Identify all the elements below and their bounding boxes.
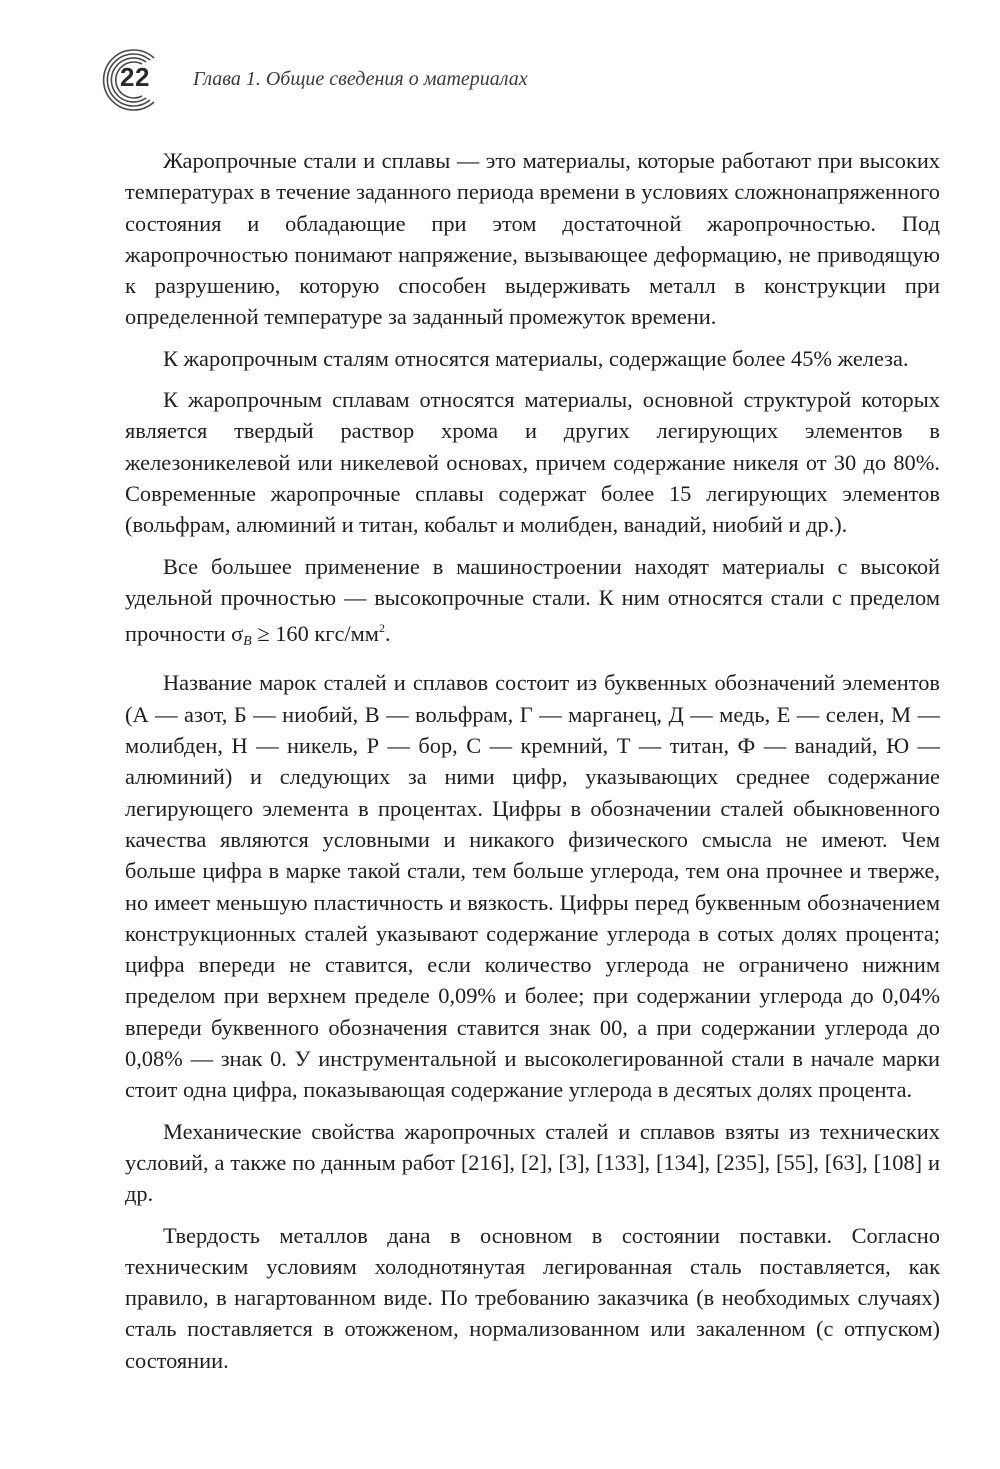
chapter-title: Глава 1. Общие сведения о материалах <box>193 68 528 90</box>
paragraph: К жаропрочным сталям относятся материалы, содержащие более 45% железа. <box>163 345 909 371</box>
paragraph: Твердость металлов дана в основном в состоянии поставки. Согласно техническим условиям холоднотянутая легированная сталь поставляется, как правило, в нагартованном виде. По требованию заказчика (в необходимых случаях) сталь поставляется в отожженом, нормализованном или закаленном (с отпуском) состоянии. <box>125 1222 940 1373</box>
paragraph-text: . <box>384 621 391 647</box>
paragraph: Жаропрочные стали и сплавы — это материалы, которые работают при высоких температурах в течение заданного периода времени в условиях сложнонапряженного состояния и обладающие при этом достаточной жаропрочностью. Под жаропрочностью понимают напряжение, вызывающее деформацию, не приводящую к разрушению, которую способен выдерживать металл в конструкции при определенной температуре за заданный промежуток времени. <box>125 148 940 330</box>
sigma-subscript: B <box>243 634 252 650</box>
paragraph-text: Все большее применение в машиностроении находят материалы с высокой удельной прочностью — высокопрочные стали. К ним относятся стали с пределом прочности σ <box>125 553 940 647</box>
page-header <box>96 40 696 120</box>
paragraph: Механические свойства жаропрочных сталей и сплавов взяты из технических условий, а также по данным работ [216], [2], [3], [133], [134], [235], [55], [63], [108] и др. <box>125 1118 940 1207</box>
body-text <box>125 145 940 1376</box>
unit-superscript: 2 <box>378 621 385 636</box>
paragraph-text: ≥ 160 кгс/мм <box>251 621 379 647</box>
paragraph: Название марок сталей и сплавов состоит из буквенных обозначений элементов (А — азот, Б — ниобий, В — вольфрам, Г — марганец, Д — медь, Е — селен, М — молибден, Н — никель, Р — бор, С — кремний, Т — титан, Ф — ванадий, Ю — алюминий) и следующих за ними цифр, указывающих среднее содержание легирующего элемента в процентах. Цифры в обозначении сталей обыкновенного качества являются условными и никакого физического смысла не имеют. Чем больше цифра в марке такой стали, тем больше углерода, тем она прочнее и тверже, но имеет меньшую пластичность и вязкость. Цифры перед буквенным обозначением конструкционных сталей указывают содержание углерода в сотых долях процента; цифра впереди не ставится, если количество углерода не ограничено нижним пределом при верхнем пределе 0,09% и более; при содержании углерода до 0,04% впереди буквенного обозначения ставится знак 00, а при содержании углерода до 0,08% — знак 0. У инструментальной и высоколегированной стали в начале марки стоит одна цифра, показывающая содержание углерода в десятых долях процента. <box>125 670 940 1103</box>
page-number: 22 <box>120 62 150 92</box>
paragraph <box>125 551 940 658</box>
paragraph: К жаропрочным сплавам относятся материалы, основной структурой которых является твердый раствор хрома и других легирующих элементов в железоникелевой или никелевой основах, причем содержание никеля от 30 до 80%. Современные жаропрочные сплавы содержат более 15 легирующих элементов (вольфрам, алюминий и титан, кобальт и молибден, ванадий, ниобий и др.). <box>125 387 940 538</box>
